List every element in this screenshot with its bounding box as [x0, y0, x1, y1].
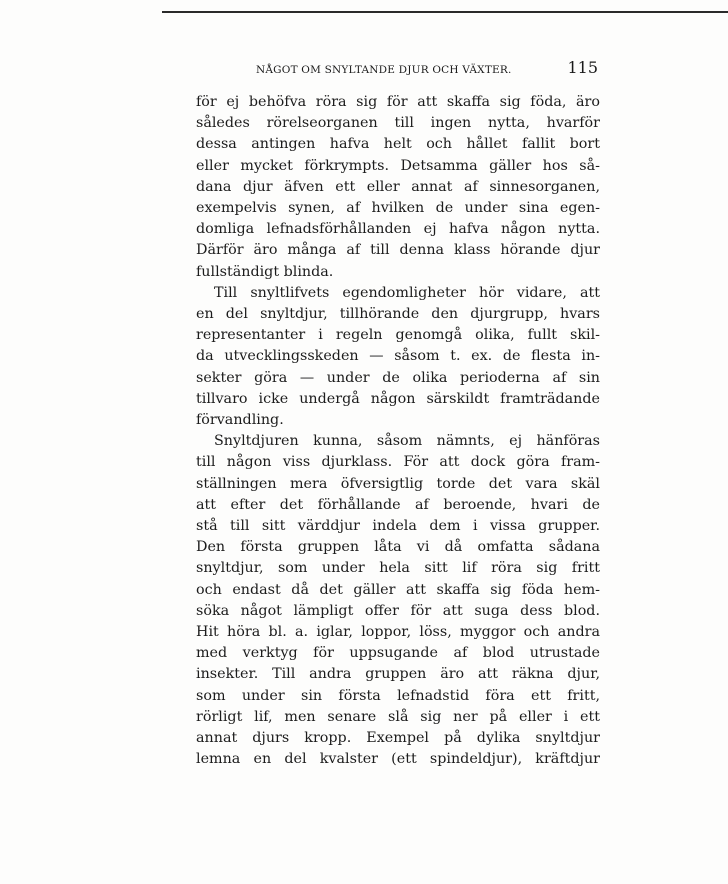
text-line: da utvecklingsskeden — såsom t. ex. de flesta in- [196, 348, 600, 365]
text-line: med verktyg för uppsugande af blod utrustade [196, 645, 600, 662]
text-line: annat djurs kropp. Exempel på dylika snyltdjur [196, 730, 600, 747]
text-line: ställningen mera öfversigtlig torde det vara skäl [196, 475, 600, 492]
text-line: insekter. Till andra gruppen äro att räkna djur, [196, 666, 600, 683]
text-line: eller mycket förkrympts. Detsamma gäller hos så- [196, 157, 600, 174]
text-line: Den första gruppen låta vi då omfatta sådana [196, 539, 600, 556]
text-line: förvandling. [196, 412, 284, 429]
page-number: 115 [567, 58, 598, 77]
running-title: NÅGOT OM SNYLTANDE DJUR OCH VÄXTER. [256, 64, 512, 76]
text-line: dana djur äfven ett eller annat af sinnesorganen, [196, 178, 600, 195]
text-line: Till snyltlifvets egendomligheter hör vidare, att [214, 284, 600, 301]
text-line: lemna en del kvalster (ett spindeldjur), kräftdjur [196, 751, 600, 768]
paragraph-1 [196, 92, 600, 283]
paragraph-3 [196, 431, 600, 770]
text-line: en del snyltdjur, tillhörande den djurgrupp, hvars [196, 306, 600, 323]
text-line: sekter göra — under de olika perioderna af sin [196, 369, 600, 386]
text-line: fullständigt blinda. [196, 263, 334, 280]
text-line: Snyltdjuren kunna, såsom nämnts, ej hänföras [214, 433, 600, 450]
text-line: stå till sitt värddjur indela dem i vissa grupper. [196, 518, 600, 535]
text-line: således rörelseorganen till ingen nytta, hvarför [196, 115, 600, 132]
text-line: för ej behöfva röra sig för att skaffa sig föda, äro [196, 94, 600, 110]
text-line: som under sin första lefnadstid föra ett fritt, [196, 687, 600, 704]
text-line: Därför äro många af till denna klass hörande djur [196, 242, 600, 259]
text-line: till någon viss djurklass. För att dock göra fram- [196, 454, 600, 471]
top-rule [162, 11, 728, 13]
text-line: söka något lämpligt offer för att suga dess blod. [196, 602, 600, 619]
text-line: representanter i regeln genomgå olika, fullt skil- [196, 327, 600, 344]
text-line: domliga lefnadsförhållanden ej hafva någon nytta. [196, 221, 600, 238]
text-line: tillvaro icke undergå någon särskildt framträdande [196, 390, 600, 407]
text-line: Hit höra bl. a. iglar, loppor, löss, myggor och andra [196, 624, 600, 641]
body-text [196, 92, 600, 771]
text-line: dessa antingen hafva helt och hållet fallit bort [196, 136, 600, 153]
text-line: att efter det förhållande af beroende, hvari de [196, 496, 600, 513]
text-line: snyltdjur, som under hela sitt lif röra sig fritt [196, 560, 600, 577]
text-line: och endast då det gäller att skaffa sig föda hem- [196, 581, 600, 598]
text-line: exempelvis synen, af hvilken de under sina egen- [196, 200, 600, 217]
paragraph-2 [196, 283, 600, 431]
running-head [196, 58, 600, 82]
text-line: rörligt lif, men senare slå sig ner på eller i ett [196, 708, 600, 725]
